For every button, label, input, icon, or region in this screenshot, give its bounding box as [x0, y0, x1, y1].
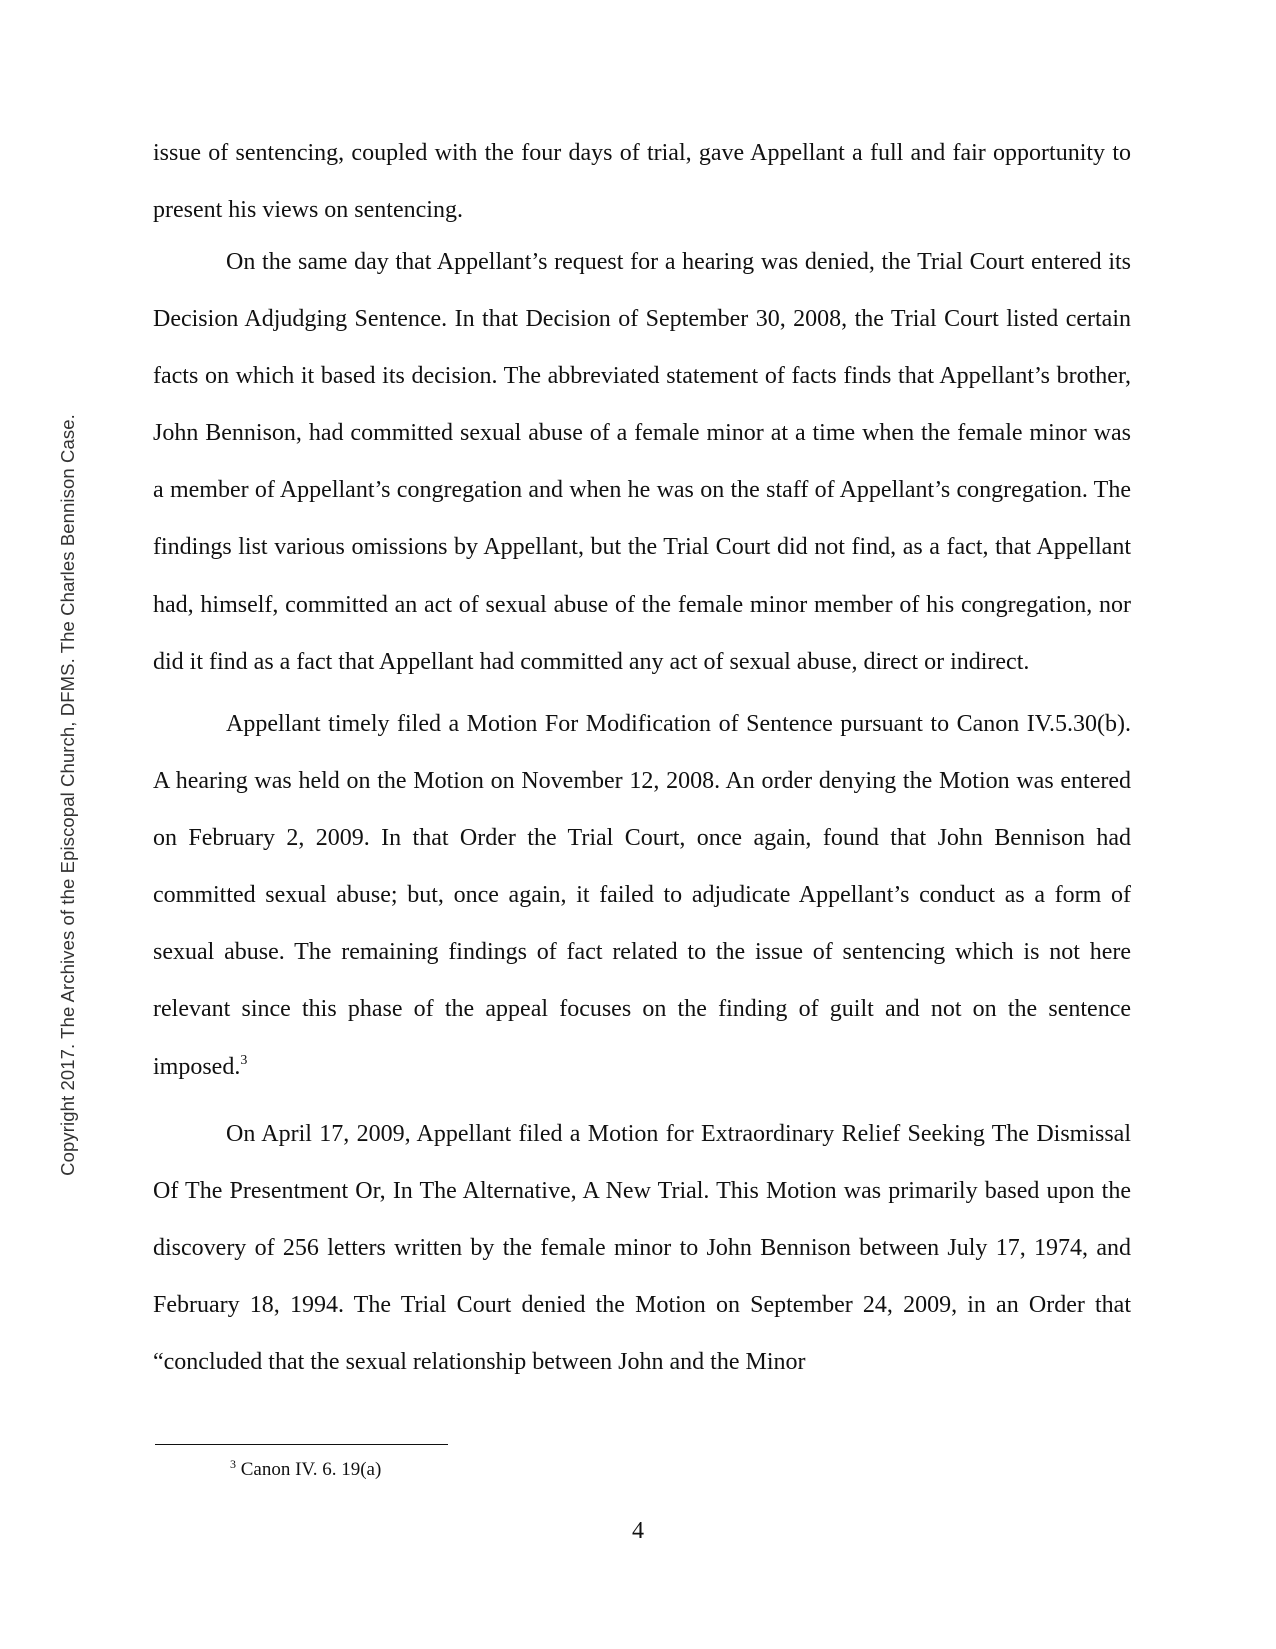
- watermark-text: Copyright 2017. The Archives of the Episcopal Church, DFMS. The Charles Bennison Case.: [57, 414, 79, 1176]
- footnote: [230, 1458, 381, 1482]
- paragraph-block-2: [153, 234, 1131, 691]
- paragraph-2: On the same day that Appellant’s request for a hearing was denied, the Trial Court entered its Decision Adjudging Sentence. In that Decision of September 30, 2008, the Trial Court listed certain facts on which it based its decision. The abbreviated statement of facts finds that Appellant’s brother, John Bennison, had committed sexual abuse of a female minor at a time when the female minor was a member of Appellant’s congregation and when he was on the staff of Appellant’s congregation. The findings list various omissions by Appellant, but the Trial Court did not find, as a fact, that Appellant had, himself, committed an act of sexual abuse of the female minor member of his congregation, nor did it find as a fact that Appellant had committed any act of sexual abuse, direct or indirect.: [153, 249, 1131, 675]
- paragraph-1: issue of sentencing, coupled with the four days of trial, gave Appellant a full and fair opportunity to present his views on sentencing.: [153, 140, 1131, 224]
- copyright-watermark: [56, 415, 80, 1175]
- footnote-reference: 3: [240, 1052, 248, 1068]
- footnote-text: Canon IV. 6. 19(a): [240, 1459, 382, 1480]
- paragraph-block-4: [153, 1106, 1131, 1391]
- paragraph-4: On April 17, 2009, Appellant filed a Motion for Extraordinary Relief Seeking The Dismissal Of The Presentment Or, In The Alternative, A New Trial. This Motion was primarily based upon the discovery of 256 letters written by the female minor to John Bennison between July 17, 1974, and February 18, 1994. The Trial Court denied the Motion on September 24, 2009, in an Order that “concluded that the sexual relationship between John and the Minor: [153, 1121, 1131, 1376]
- paragraph-block-3: [153, 696, 1131, 1096]
- paragraph-3-text: Appellant timely filed a Motion For Modification of Sentence pursuant to Canon IV.5.30(b). A hearing was held on the Motion on November 12, 2008. An order denying the Motion was entered on February 2, 2009. In that Order the Trial Court, once again, found that John Bennison had committed sexual abuse; but, once again, it failed to adjudicate Appellant’s conduct as a form of sexual abuse. The remaining findings of fact related to the issue of sentencing which is not here relevant since this phase of the appeal focuses on the finding of guilt and not on the sentence imposed.: [153, 711, 1131, 1080]
- footnote-number: 3: [230, 1457, 236, 1471]
- footnote-divider: [155, 1444, 448, 1445]
- paragraph-continuation: [153, 125, 1131, 239]
- paragraph-3: [153, 696, 1131, 1096]
- page-number: 4: [632, 1518, 644, 1544]
